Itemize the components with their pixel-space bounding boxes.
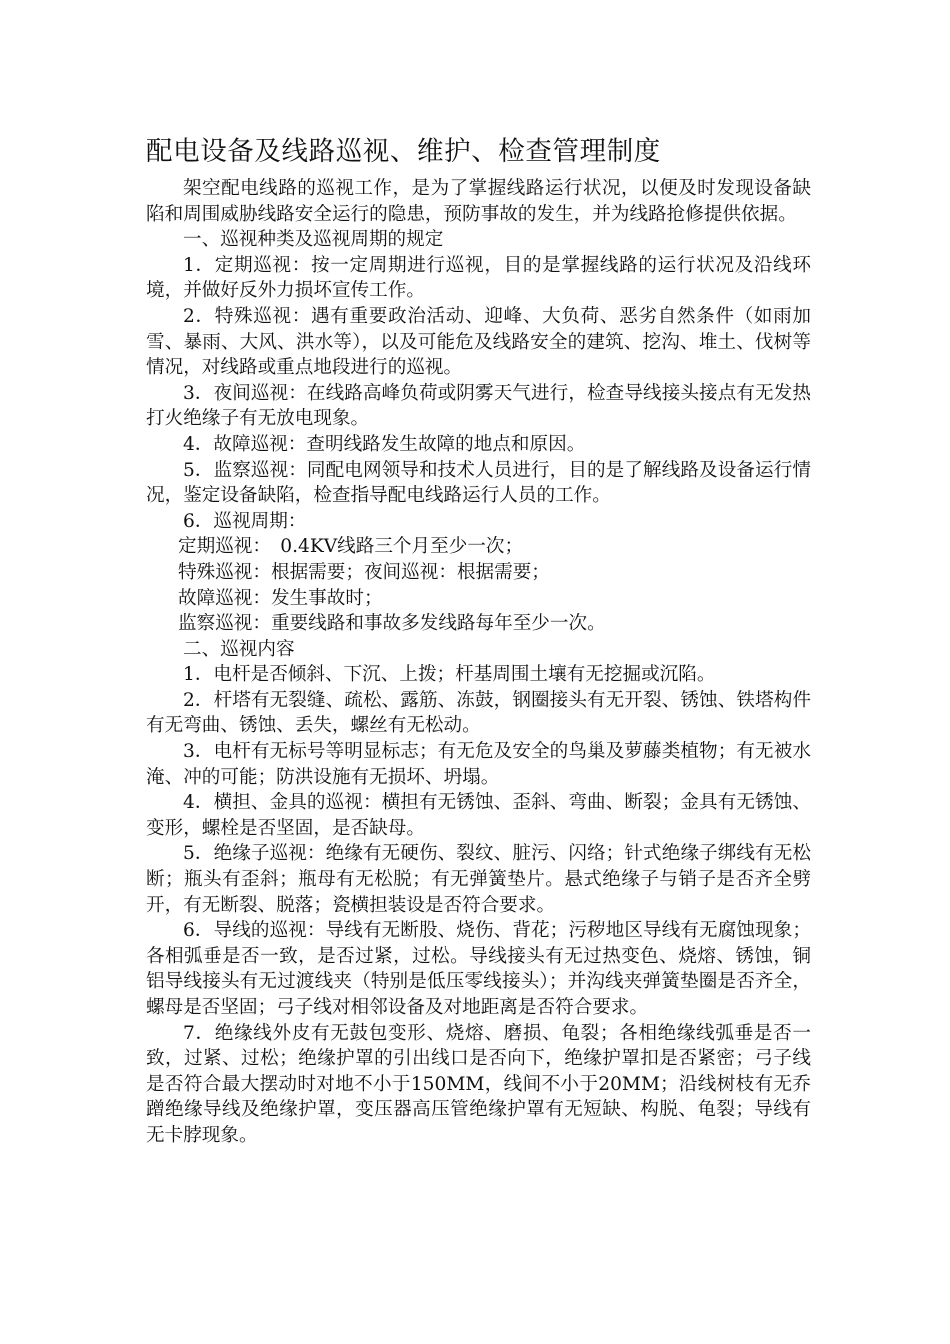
section1-item-4: 4．故障巡视：查明线路发生故障的地点和原因。	[183, 433, 586, 455]
document-page	[146, 132, 811, 1149]
section1-item-1: 1．定期巡视：按一定周期进行巡视，目的是掌握线路的运行状况及沿线环境，并做好反外力损坏宣传工作。	[146, 254, 811, 302]
section2-heading: 二、巡视内容	[183, 638, 295, 660]
section1-item-5: 5．监察巡视：同配电网领导和技术人员进行，目的是了解线路及设备运行情况，鉴定设备缺陷，检查指导配电线路运行人员的工作。	[146, 459, 811, 507]
section2-item-4: 4．横担、金具的巡视：横担有无锈蚀、歪斜、弯曲、断裂；金具有无锈蚀、变形，螺栓是否坚固，是否缺母。	[146, 792, 811, 839]
section1-item-2: 2．特殊巡视：遇有重要政治活动、迎峰、大负荷、恶劣自然条件（如雨加雪、暴雨、大风、洪水等），以及可能危及线路安全的建筑、挖沟、堆土、伐树等情况，对线路或重点地段进行的巡视。	[146, 305, 811, 379]
section2-item-5: 5．绝缘子巡视：绝缘有无硬伤、裂纹、脏污、闪络；针式绝缘子绑线有无松断；瓶头有歪斜；瓶母有无松脱；有无弹簧垫片。悬式绝缘子与销子是否齐全劈开，有无断裂、脱落；瓷横担装设是否符合要求。	[146, 843, 811, 916]
section2-item-2: 2．杆塔有无裂缝、疏松、露筋、冻鼓，钢圈接头有无开裂、锈蚀、铁塔构件有无弯曲、锈蚀、丢失，螺丝有无松动。	[146, 689, 811, 737]
intro-paragraph: 架空配电线路的巡视工作，是为了掌握线路运行状况，以便及时发现设备缺陷和周围威胁线路安全运行的隐患，预防事故的发生，并为线路抢修提供依据。	[146, 178, 811, 225]
schedule-line-1: 定期巡视： 0.4KV线路三个月至少一次；	[178, 536, 524, 558]
schedule-line-4: 监察巡视：重要线路和事故多发线路每年至少一次。	[178, 613, 606, 635]
section2-item-3: 3．电杆有无标号等明显标志；有无危及安全的鸟巢及萝藤类植物；有无被水淹、冲的可能；防洪设施有无损坏、坍塌。	[146, 741, 811, 788]
section2-item-7: 7．绝缘线外皮有无鼓包变形、烧熔、磨损、龟裂；各相绝缘线弧垂是否一致，过紧、过松；绝缘护罩的引出线口是否向下，绝缘护罩扣是否紧密；弓子线是否符合最大摆动时对地不小于150MM，线间不小于20MM；沿线树枝有无乔蹭绝缘导线及绝缘护罩，变压器高压管绝缘护罩有无短缺、构脱、龟裂；导线有无卡脖现象。	[146, 1022, 811, 1146]
section1-item-3: 3．夜间巡视：在线路高峰负荷或阴雾天气进行，检查导线接头接点有无发热打火绝缘子有无放电现象。	[146, 382, 811, 430]
section2-item-1: 1．电杆是否倾斜、下沉、上拨；杆基周围土壤有无挖掘或沉陷。	[183, 664, 716, 686]
schedule-line-2: 特殊巡视：根据需要；夜间巡视：根据需要；	[178, 561, 550, 583]
document-title: 配电设备及线路巡视、维护、检查管理制度	[146, 136, 661, 167]
schedule-line-3: 故障巡视：发生事故时；	[178, 587, 383, 609]
section2-item-6: 6．导线的巡视：导线有无断股、烧伤、背花；污秽地区导线有无腐蚀现象；各相弧垂是否一致，是否过紧，过松。导线接头有无过热变色、烧熔、锈蚀，铜铝导线接头有无过渡线夹（特别是低压零线接头）；并沟线夹弹簧垫圈是否齐全，螺母是否坚固；弓子线对相邻设备及对地距离是否符合要求。	[146, 920, 811, 1018]
section1-heading: 一、巡视种类及巡视周期的规定	[183, 229, 444, 251]
section1-item-6: 6．巡视周期：	[183, 510, 307, 532]
